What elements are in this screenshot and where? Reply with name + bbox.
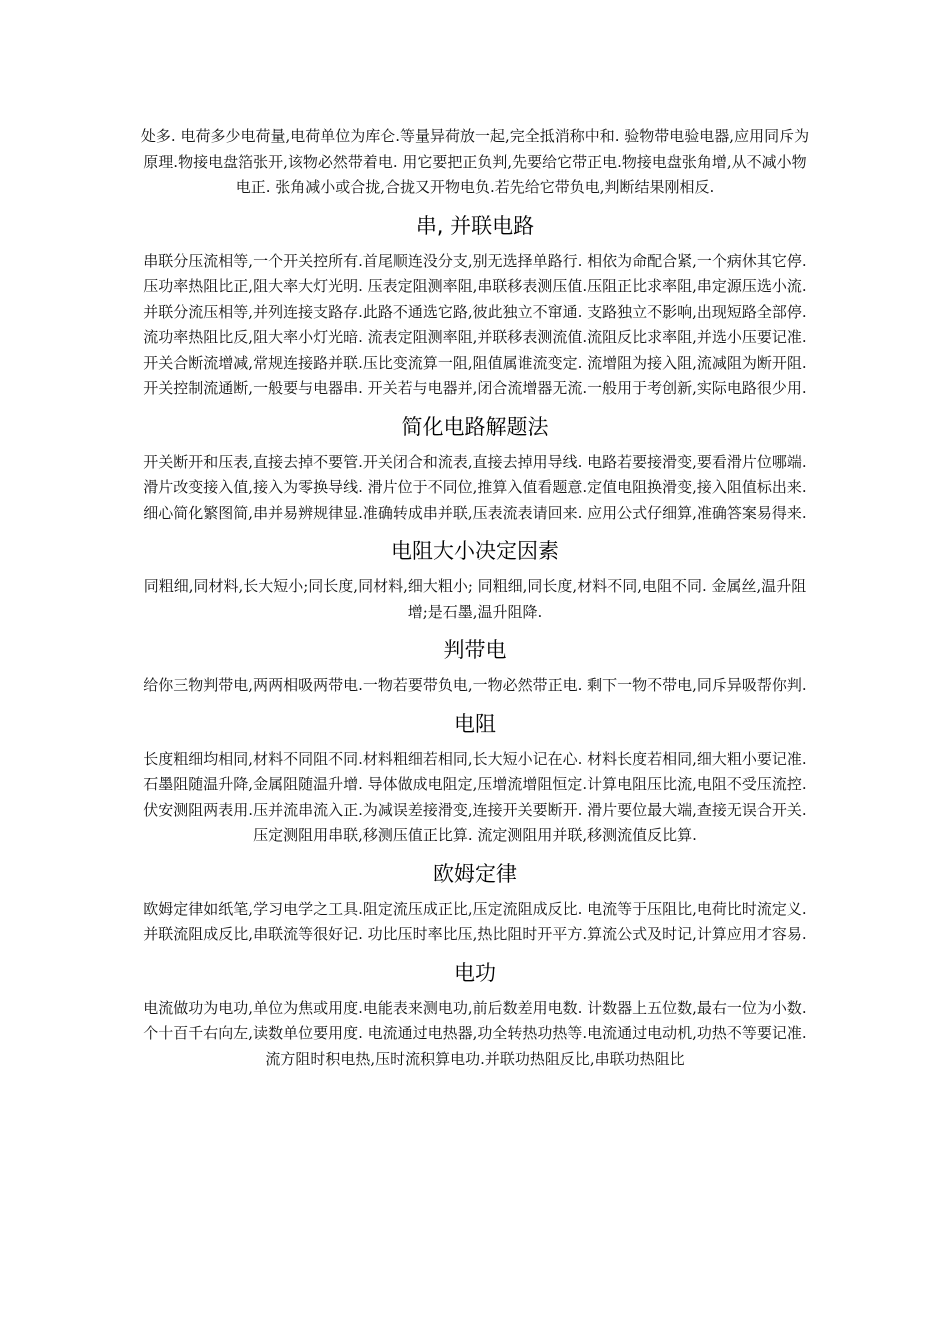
- section-title: 串, 并联电路: [415, 213, 535, 238]
- section-title: 欧姆定律: [433, 861, 517, 886]
- section-title: 判带电: [443, 638, 507, 662]
- section-simplify-circuit: [140, 412, 810, 527]
- section-title: 电阻大小决定因素: [391, 539, 559, 563]
- section-paragraph: 电流做功为电功,单位为焦或用度.电能表来测电功,前后数差用电数. 计数器上五位数,最右一位为小数.个十百千右向左,读数单位要用度. 电流通过电热器,功全转热功热等.电流通过电动机,功热不等要记准. 流方阻时积电热,压时流积算电功.并联功热阻反比,串联功热阻比: [143, 998, 807, 1068]
- section-title: 电阻: [454, 711, 496, 736]
- section-electric-work: [140, 958, 810, 1073]
- section-judge-charge: [140, 635, 810, 699]
- section-title: 简化电路解题法: [401, 414, 549, 439]
- section-paragraph: 串联分压流相等,一个开关控所有.首尾顺连没分支,别无选择单路行. 相依为命配合紧,一个病休其它停.压功率热阻比正,阻大率大灯光明. 压表定阻测率阻,串联移表测压值.压阻正比求率阻,串定源压选小流. 并联分流压相等,并列连接支路存.此路不通选它路,彼此独立不窜通. 支路独立不影响,出现短路全部停.流功率热阻比反,阻大率小灯光暗. 流表定阻测率阻,并联移表测流值.流阻反比求率阻,并选小压要记准. 开关合断流增减,常规连接路并联.压比变流算一阻,阻值属谁流变定. 流增阻为接入阻,流减阻为断开阻.开关控制流通断,一般要与电器串. 开关若与电器并,闭合流增器无流.一般用于考创新,实际电路很少用.: [143, 251, 807, 397]
- section-paragraph: 给你三物判带电,两两相吸两带电.一物若要带负电,一物必然带正电. 剩下一物不带电,同斥异吸帮你判.: [143, 676, 807, 694]
- section-resistance: [140, 709, 810, 849]
- section-series-parallel: [140, 211, 810, 402]
- section-ohms-law: [140, 859, 810, 948]
- section-title: 电功: [454, 960, 496, 985]
- section-paragraph: 欧姆定律如纸笔,学习电学之工具.阻定流压成正比,压定流阻成反比. 电流等于压阻比,电荷比时流定义.并联流阻成反比,串联流等很好记. 功比压时率比压,热比阻时开平方.算流公式及时记,计算应用才容易.: [143, 899, 807, 943]
- intro-paragraph: 处多. 电荷多少电荷量,电荷单位为库仑.等量异荷放一起,完全抵消称中和. 验物带电验电器,应用同斥为原理.物接电盘箔张开,该物必然带着电. 用它要把正负判,先要给它带正电.物接电盘张角增,从不减小物电正. 张角减小或合拢,合拢又开物电负.若先给它带负电,判断结果刚相反.: [140, 127, 810, 196]
- section-paragraph: 开关断开和压表,直接去掉不要管.开关闭合和流表,直接去掉用导线. 电路若要接滑变,要看滑片位哪端.滑片改变接入值,接入为零换导线. 滑片位于不同位,推算入值看题意.定值电阻换滑变,接入阻值标出来. 细心简化繁图简,串并易辨规律显.准确转成串并联,压表流表请回来. 应用公式仔细算,准确答案易得来.: [143, 452, 807, 522]
- section-paragraph: 长度粗细均相同,材料不同阻不同.材料粗细若相同,长大短小记在心. 材料长度若相同,细大粗小要记准.石墨阻随温升降,金属阻随温升增. 导体做成电阻定,压增流增阻恒定.计算电阻压比流,电阻不受压流控. 伏安测阻两表用.压并流串流入正.为减误差接滑变,连接开关要断开. 滑片要位最大端,查接无误合开关.压定测阻用串联,移测压值正比算. 流定测阻用并联,移测流值反比算.: [143, 749, 807, 844]
- document-page: [140, 124, 810, 1072]
- section-paragraph: 同粗细,同材料,长大短小;同长度,同材料,细大粗小; 同粗细,同长度,材料不同,电阻不同. 金属丝,温升阻增;是石墨,温升阻降.: [143, 577, 807, 621]
- section-resistance-factors: [140, 536, 810, 625]
